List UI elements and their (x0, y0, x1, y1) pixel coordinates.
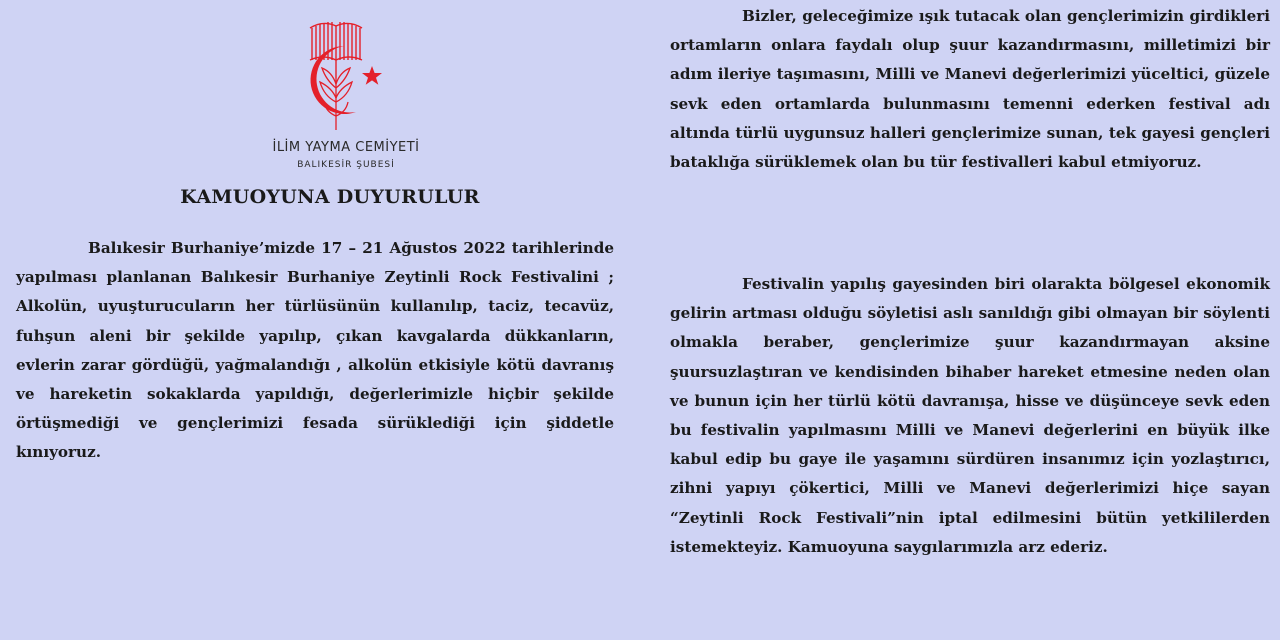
paragraph-youth-values: Bizler, geleceğimize ışık tutacak olan gençlerimizin girdikleri ortamların onlara faydalı olup şuur kazandırmasını, milletimizi bir adım ileriye taşımasını, Milli ve Manevi değerlerimizi yüceltici, güzele sevk eden ortamlarda bulunmasını temenni ederken festival adı altında türlü uygunsuz halleri gençlerimize sunan, tek gayesi gençleri bataklığa sürüklemek olan bu tür festivalleri kabul etmiyoruz. (670, 7, 1270, 172)
paragraph-condemnation: Balıkesir Burhaniye’mizde 17 – 21 Ağustos 2022 tarihlerinde yapılması planlanan Balıkesir Burhaniye Zeytinli Rock Festivalini ; Alkolün, uyuşturucuların her türlüsünün kullanılıp, taciz, tecavüz, fuhşun aleni bir şekilde yapılıp, çıkan kavgalarda dükkanların, evlerin zarar gördüğü, yağmalandığı , alkolün etkisiyle kötü davranış ve hareketin sokaklarda yapıldığı, değerlerimizle hiçbir şekilde örtüşmediği ve gençlerimizi fesada sürüklediği için şiddetle kınıyoruz. (16, 239, 614, 462)
organization-name: İLİM YAYMA CEMİYETİ (272, 140, 420, 155)
paragraph-cancellation-request: Festivalin yapılış gayesinden biri olarakta bölgesel ekonomik gelirin artması olduğu söyletisi aslı sanıldığı gibi olmayan bir söylenti olmakla beraber, gençlerimize şuur kazandırmayan aksine şuursuzlaştıran ve kendisinden bihaber hareket etmesine neden olan ve bunun için her türlü kötü davranışa, hisse ve düşünceye sevk eden bu festivalin yapılmasını Milli ve Manevi değerlerini en büyük ilke kabul edip bu gaye ile yaşamını sürdüren insanımız için yozlaştırıcı, zihni yapıyı çökertici, Milli ve Manevi değerlerimizi hiçe sayan “Zeytinli Rock Festivali”nin iptal edilmesini bütün yetkililerden istemekteyiz. Kamuoyuna saygılarımızla arz ederiz. (670, 275, 1270, 556)
organization-branch: BALIKESİR ŞUBESİ (297, 160, 395, 170)
crescent-star-book-icon (296, 18, 386, 136)
organization-logo (256, 18, 436, 170)
announcement-heading: KAMUOYUNA DUYURULUR (180, 186, 480, 208)
